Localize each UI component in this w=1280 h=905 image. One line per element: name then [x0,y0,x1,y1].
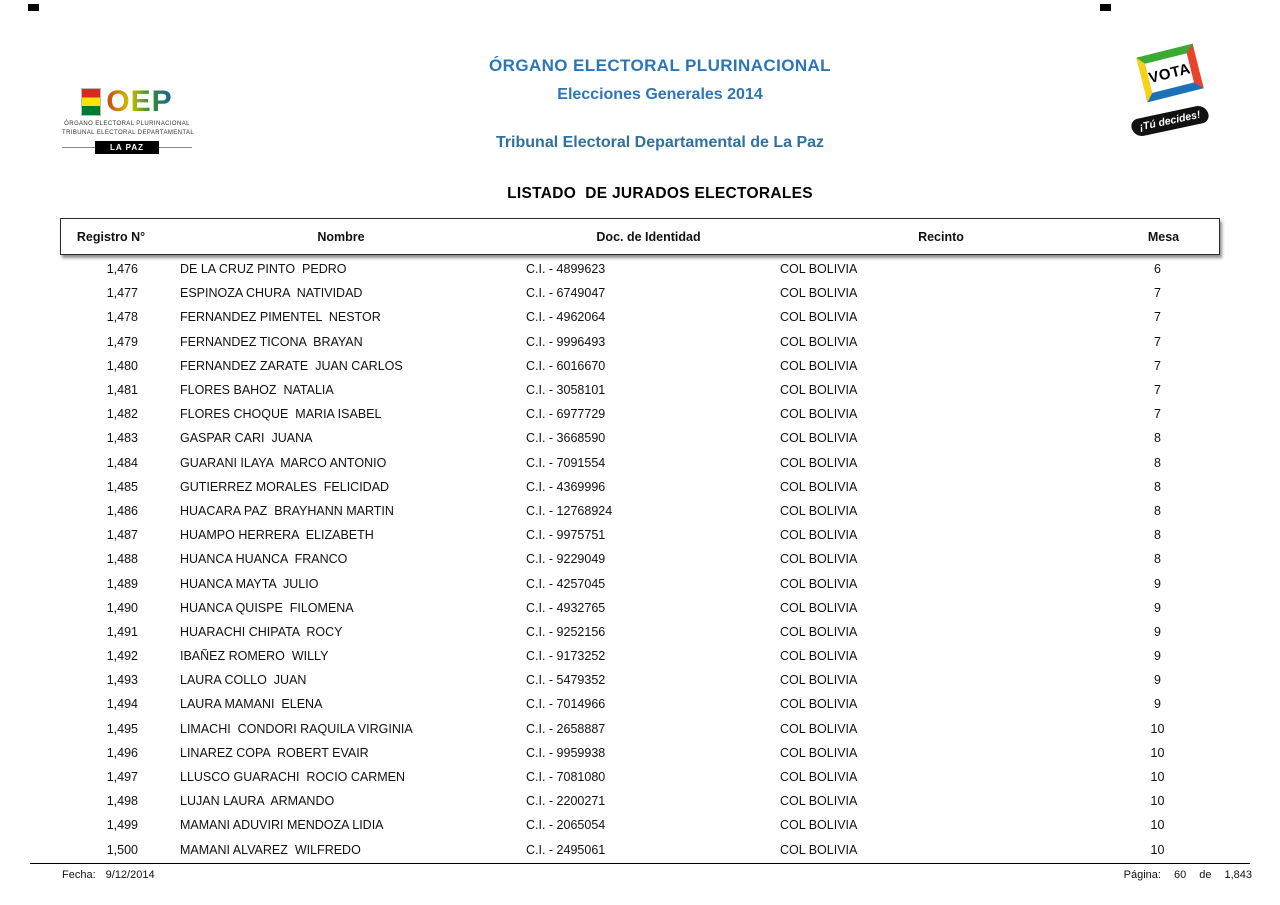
nombre-cell: GUARANI ILAYA MARCO ANTONIO [180,455,387,470]
mesa-cell: 10 [1150,794,1165,809]
mesa-cell: 8 [1154,479,1161,494]
registro-cell: 1,497 [106,770,138,785]
nombre-cell: MAMANI ADUVIRI MENDOZA LIDIA [180,818,384,833]
doc-cell: C.I. - 6977729 [526,407,606,422]
table-row [60,354,1220,378]
table-row [60,644,1220,668]
doc-cell: C.I. - 2658887 [526,721,606,736]
table-row [60,813,1220,837]
registro-cell: 1,476 [106,262,138,277]
table-row [60,451,1220,475]
mesa-cell: 8 [1154,503,1161,518]
vota-logo [1122,42,1218,157]
recinto-cell: COL BOLIVIA [780,334,858,349]
tribunal-title: Tribunal Electoral Departamental de La Paz [495,134,825,151]
recinto-cell: COL BOLIVIA [780,721,858,736]
mesa-cell: 8 [1154,455,1161,470]
recinto-cell: COL BOLIVIA [780,479,858,494]
corner-mark-top-right [1100,4,1111,11]
table-row [60,257,1220,281]
doc-cell: C.I. - 4962064 [526,310,606,325]
registro-cell: 1,492 [106,649,138,664]
mesa-cell: 10 [1150,842,1165,857]
table-row [60,305,1220,329]
table-row [60,523,1220,547]
mesa-cell: 7 [1154,310,1161,325]
table-row [60,765,1220,789]
doc-cell: C.I. - 3668590 [526,431,606,446]
footer-divider [30,863,1250,864]
recinto-cell: COL BOLIVIA [780,794,858,809]
jurados-table [60,218,1220,862]
fecha-value: 9/12/2014 [105,869,155,881]
mesa-cell: 9 [1154,576,1161,591]
registro-cell: 1,478 [106,310,138,325]
pagina-total: 1,843 [1224,869,1252,881]
vota-diamond-icon [1136,44,1203,103]
nombre-cell: FERNANDEZ ZARATE JUAN CARLOS [180,358,403,373]
doc-cell: C.I. - 4932765 [526,600,606,615]
oep-acronym: OEP [106,85,173,118]
nombre-cell: HUANCA QUISPE FILOMENA [180,600,354,615]
recinto-cell: COL BOLIVIA [780,310,858,325]
doc-cell: C.I. - 9173252 [526,649,606,664]
doc-cell: C.I. - 2065054 [526,818,606,833]
recinto-cell: COL BOLIVIA [780,649,858,664]
footer-fecha [62,869,155,881]
mesa-cell: 9 [1154,697,1161,712]
table-row [60,789,1220,813]
table-row [60,378,1220,402]
registro-cell: 1,498 [106,794,138,809]
header-registro: Registro N° [76,229,146,244]
registro-cell: 1,499 [106,818,138,833]
registro-cell: 1,491 [106,624,138,639]
table-row [60,281,1220,305]
mesa-cell: 9 [1154,649,1161,664]
registro-cell: 1,490 [106,600,138,615]
nombre-cell: FLORES BAHOZ NATALIA [180,383,334,398]
org-title: ÓRGANO ELECTORAL PLURINACIONAL [489,56,831,75]
nombre-cell: ESPINOZA CHURA NATIVIDAD [180,286,363,301]
pagina-current: 60 [1173,869,1187,881]
header-recinto: Recinto [918,229,964,244]
registro-cell: 1,496 [106,745,138,760]
nombre-cell: LUJAN LAURA ARMANDO [180,794,335,809]
doc-cell: C.I. - 3058101 [526,383,606,398]
header-mesa: Mesa [1147,229,1180,244]
nombre-cell: LINAREZ COPA ROBERT EVAIR [180,745,369,760]
event-title: Elecciones Generales 2014 [557,86,763,103]
registro-cell: 1,481 [106,383,138,398]
table-row [60,475,1220,499]
registro-cell: 1,480 [106,358,138,373]
mesa-cell: 10 [1150,745,1165,760]
doc-cell: C.I. - 7091554 [526,455,606,470]
vota-label: VOTA [1146,59,1193,87]
mesa-cell: 9 [1154,624,1161,639]
doc-cell: C.I. - 9252156 [526,624,606,639]
nombre-cell: HUACARA PAZ BRAYHANN MARTIN [180,503,394,518]
list-title: LISTADO DE JURADOS ELECTORALES [507,185,813,202]
table-row [60,499,1220,523]
oep-org-line: ÓRGANO ELECTORAL PLURINACIONAL [64,121,190,127]
oep-department-label: LA PAZ [95,141,159,154]
mesa-cell: 10 [1150,818,1165,833]
mesa-cell: 8 [1154,528,1161,543]
nombre-cell: GUTIERREZ MORALES FELICIDAD [180,479,390,494]
doc-cell: C.I. - 2495061 [526,842,606,857]
nombre-cell: IBAÑEZ ROMERO WILLY [180,649,329,664]
doc-cell: C.I. - 12768924 [526,503,613,518]
doc-cell: C.I. - 9996493 [526,334,606,349]
doc-cell: C.I. - 4257045 [526,576,606,591]
doc-cell: C.I. - 9959938 [526,745,606,760]
doc-cell: C.I. - 5479352 [526,673,606,688]
table-row [60,571,1220,595]
recinto-cell: COL BOLIVIA [780,745,858,760]
doc-cell: C.I. - 7081080 [526,770,606,785]
nombre-cell: FERNANDEZ PIMENTEL NESTOR [180,310,381,325]
mesa-cell: 10 [1150,721,1165,736]
recinto-cell: COL BOLIVIA [780,842,858,857]
table-row [60,547,1220,571]
nombre-cell: HUARACHI CHIPATA ROCY [180,624,343,639]
recinto-cell: COL BOLIVIA [780,455,858,470]
registro-cell: 1,483 [106,431,138,446]
recinto-cell: COL BOLIVIA [780,770,858,785]
doc-cell: C.I. - 9975751 [526,528,606,543]
mesa-cell: 9 [1154,673,1161,688]
table-row [60,402,1220,426]
mesa-cell: 7 [1154,383,1161,398]
mesa-cell: 8 [1154,552,1161,567]
recinto-cell: COL BOLIVIA [780,600,858,615]
table-row [60,426,1220,450]
mesa-cell: 7 [1154,358,1161,373]
recinto-cell: COL BOLIVIA [780,286,858,301]
nombre-cell: LLUSCO GUARACHI ROCIO CARMEN [180,770,406,785]
table-row [60,668,1220,692]
nombre-cell: FLORES CHOQUE MARIA ISABEL [180,407,382,422]
recinto-cell: COL BOLIVIA [780,407,858,422]
registro-cell: 1,486 [106,503,138,518]
nombre-cell: HUANCA MAYTA JULIO [180,576,319,591]
nombre-cell: HUAMPO HERRERA ELIZABETH [180,528,374,543]
registro-cell: 1,488 [106,552,138,567]
header-nombre: Nombre [317,229,365,244]
doc-cell: C.I. - 7014966 [526,697,606,712]
vota-slogan-ribbon: ¡Tú decides! [1130,104,1210,138]
mesa-cell: 10 [1150,770,1165,785]
recinto-cell: COL BOLIVIA [780,818,858,833]
doc-cell: C.I. - 4369996 [526,479,606,494]
mesa-cell: 7 [1154,334,1161,349]
mesa-cell: 9 [1154,600,1161,615]
recinto-cell: COL BOLIVIA [780,503,858,518]
table-row [60,692,1220,716]
table-row [60,596,1220,620]
fecha-label: Fecha: [62,869,96,881]
registro-cell: 1,477 [106,286,138,301]
recinto-cell: COL BOLIVIA [780,358,858,373]
recinto-cell: COL BOLIVIA [780,431,858,446]
table-row [60,620,1220,644]
table-header-row [60,218,1220,255]
nombre-cell: FERNANDEZ TICONA BRAYAN [180,334,363,349]
table-body [60,257,1220,862]
mesa-cell: 8 [1154,431,1161,446]
registro-cell: 1,495 [106,721,138,736]
registro-cell: 1,479 [106,334,138,349]
doc-cell: C.I. - 4899623 [526,262,606,277]
nombre-cell: MAMANI ALVAREZ WILFREDO [180,842,361,857]
registro-cell: 1,493 [106,673,138,688]
nombre-cell: DE LA CRUZ PINTO PEDRO [180,262,347,277]
table-row [60,330,1220,354]
registro-cell: 1,485 [106,479,138,494]
doc-cell: C.I. - 6016670 [526,358,606,373]
pagina-label: Página: [1123,869,1161,881]
registro-cell: 1,494 [106,697,138,712]
recinto-cell: COL BOLIVIA [780,673,858,688]
recinto-cell: COL BOLIVIA [780,383,858,398]
nombre-cell: LIMACHI CONDORI RAQUILA VIRGINIA [180,721,413,736]
pagina-de: de [1199,869,1212,881]
doc-cell: C.I. - 2200271 [526,794,606,809]
oep-tribunal-line: TRIBUNAL ELECTORAL DEPARTAMENTAL [62,130,195,136]
nombre-cell: LAURA MAMANI ELENA [180,697,323,712]
recinto-cell: COL BOLIVIA [780,624,858,639]
header-doc: Doc. de Identidad [596,229,701,244]
nombre-cell: GASPAR CARI JUANA [180,431,313,446]
mesa-cell: 7 [1154,407,1161,422]
footer-pagina [1124,869,1252,881]
recinto-cell: COL BOLIVIA [780,576,858,591]
doc-cell: C.I. - 6749047 [526,286,606,301]
recinto-cell: COL BOLIVIA [780,552,858,567]
table-row [60,741,1220,765]
registro-cell: 1,484 [106,455,138,470]
recinto-cell: COL BOLIVIA [780,262,858,277]
table-row [60,838,1220,862]
nombre-cell: HUANCA HUANCA FRANCO [180,552,348,567]
recinto-cell: COL BOLIVIA [780,528,858,543]
table-row [60,717,1220,741]
registro-cell: 1,500 [106,842,138,857]
corner-mark-top-left [28,4,39,11]
doc-cell: C.I. - 9229049 [526,552,606,567]
registro-cell: 1,487 [106,528,138,543]
registro-cell: 1,489 [106,576,138,591]
recinto-cell: COL BOLIVIA [780,697,858,712]
mesa-cell: 6 [1154,262,1161,277]
mesa-cell: 7 [1154,286,1161,301]
nombre-cell: LAURA COLLO JUAN [180,673,307,688]
registro-cell: 1,482 [106,407,138,422]
